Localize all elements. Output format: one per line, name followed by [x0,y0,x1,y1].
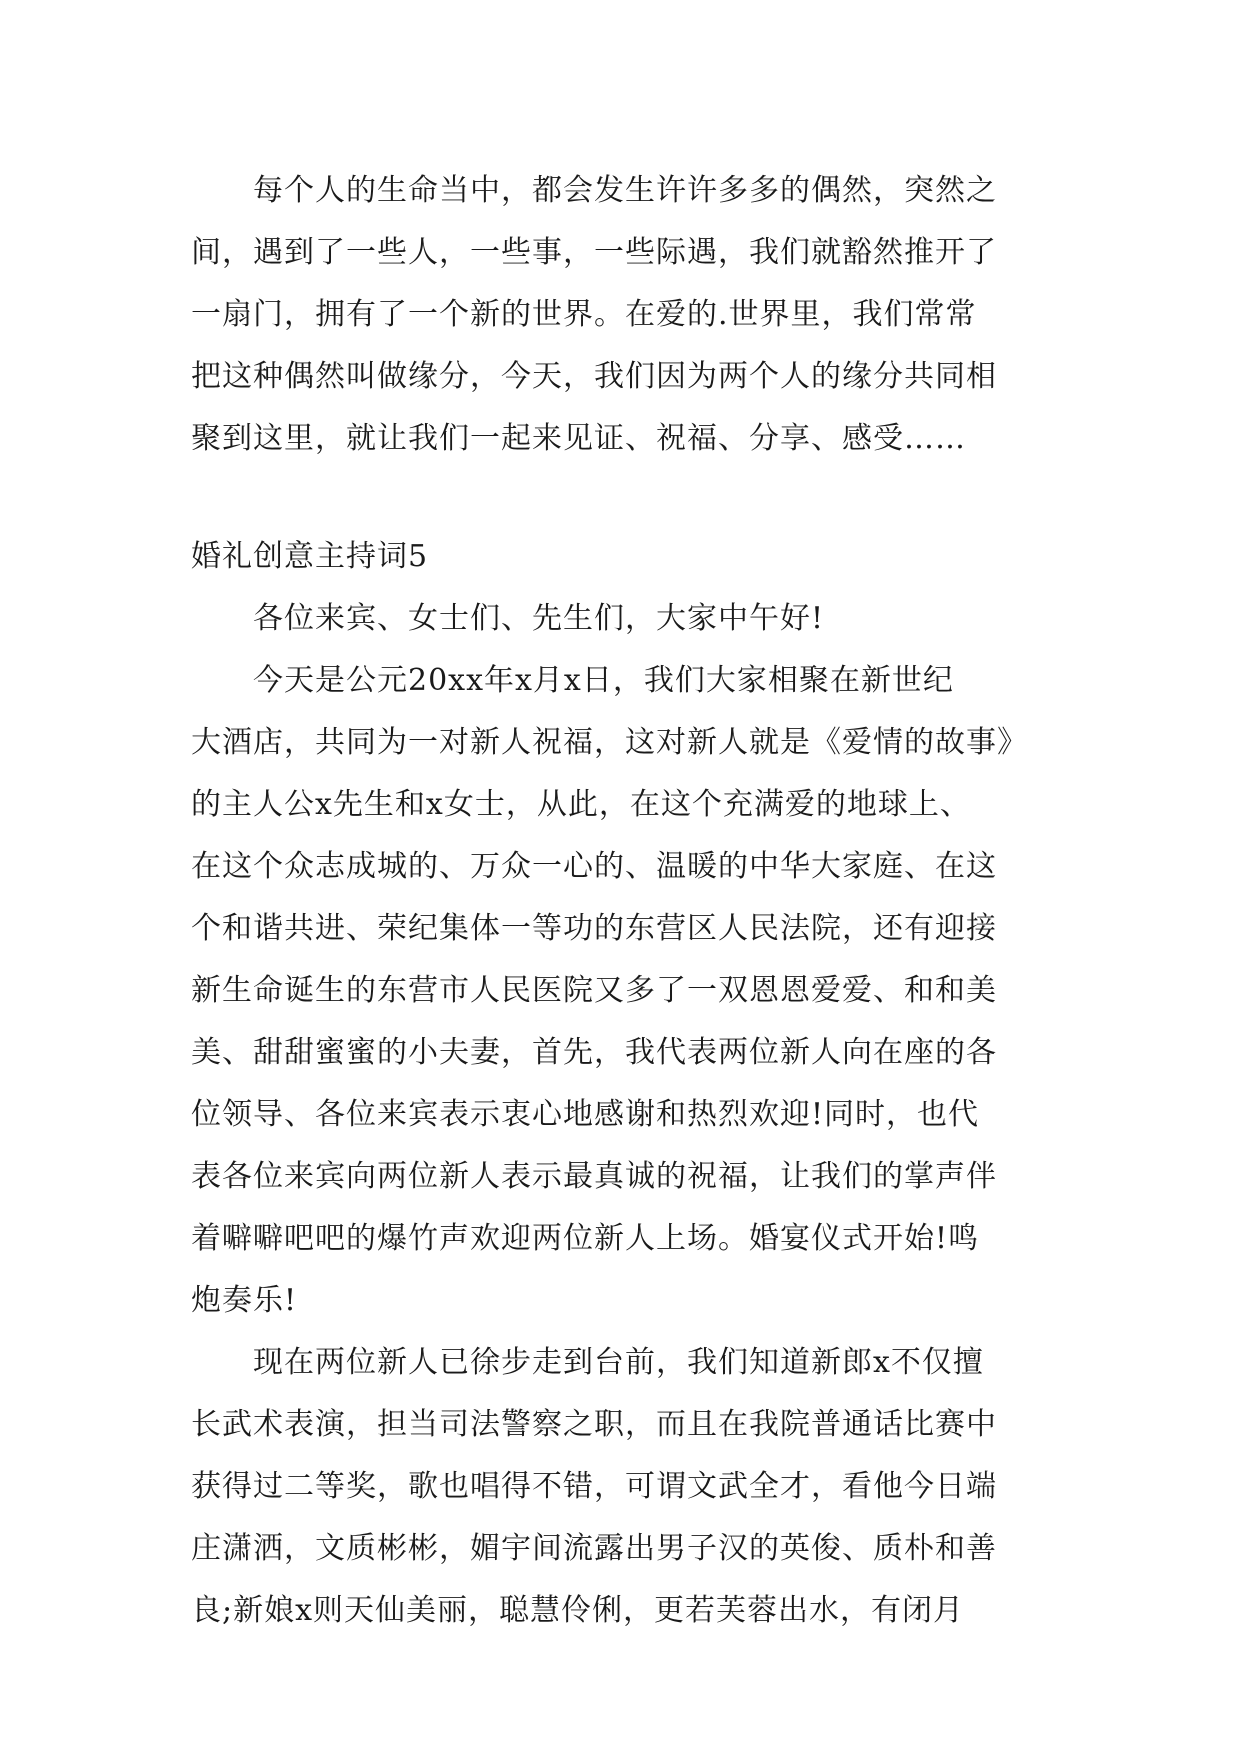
text-line: 间，遇到了一些人，一些事，一些际遇，我们就豁然推开了 [191,235,997,270]
text-line: 在这个众志成城的、万众一心的、温暖的中华大家庭、在这 [191,849,997,884]
text-line: 表各位来宾向两位新人表示最真诚的祝福，让我们的掌声伴 [191,1159,997,1194]
document-body [191,160,1071,1642]
text-line: 获得过二等奖，歌也唱得不错，可谓文武全才，看他今日端 [191,1469,997,1504]
text-line: 长武术表演，担当司法警察之职，而且在我院普通话比赛中 [191,1407,997,1442]
paragraph-gap [191,470,1071,526]
text-line: 庄潇洒，文质彬彬，媚宇间流露出男子汉的英俊、质朴和善 [191,1531,997,1566]
text-line: 新生命诞生的东营市人民医院又多了一双恩恩爱爱、和和美 [191,973,997,1008]
text-line: 大酒店，共同为一对新人祝福，这对新人就是《爱情的故事》 [191,725,1028,760]
text-line: 把这种偶然叫做缘分，今天，我们因为两个人的缘分共同相 [191,359,997,394]
text-line: 今天是公元20xx年x月x日，我们大家相聚在新世纪 [253,663,954,698]
text-line: 炮奏乐! [191,1283,298,1318]
paragraph-2 [191,588,1071,650]
text-line: 一扇门，拥有了一个新的世界。在爱的.世界里，我们常常 [191,297,977,332]
text-line: 美、甜甜蜜蜜的小夫妻，首先，我代表两位新人向在座的各 [191,1035,997,1070]
section-heading: 婚礼创意主持词5 [191,539,429,574]
text-line: 各位来宾、女士们、先生们，大家中午好! [253,601,825,636]
paragraph-1 [191,160,1071,470]
text-line: 聚到这里，就让我们一起来见证、祝福、分享、感受…… [191,421,966,456]
text-line: 每个人的生命当中，都会发生许许多多的偶然，突然之 [253,173,997,208]
paragraph-3 [191,650,1071,1332]
text-line: 现在两位新人已徐步走到台前，我们知道新郎x不仅擅 [253,1345,984,1380]
text-line: 个和谐共进、荣纪集体一等功的东营区人民法院，还有迎接 [191,911,997,946]
text-line: 良;新娘x则天仙美丽，聪慧伶俐，更若芙蓉出水，有闭月 [191,1593,965,1628]
paragraph-4 [191,1332,1071,1642]
text-line: 的主人公x先生和x女士，从此，在这个充满爱的地球上、 [191,787,971,822]
text-line: 位领导、各位来宾表示衷心地感谢和热烈欢迎!同时，也代 [191,1097,980,1132]
text-line: 着噼噼吧吧的爆竹声欢迎两位新人上场。婚宴仪式开始!鸣 [191,1221,980,1256]
